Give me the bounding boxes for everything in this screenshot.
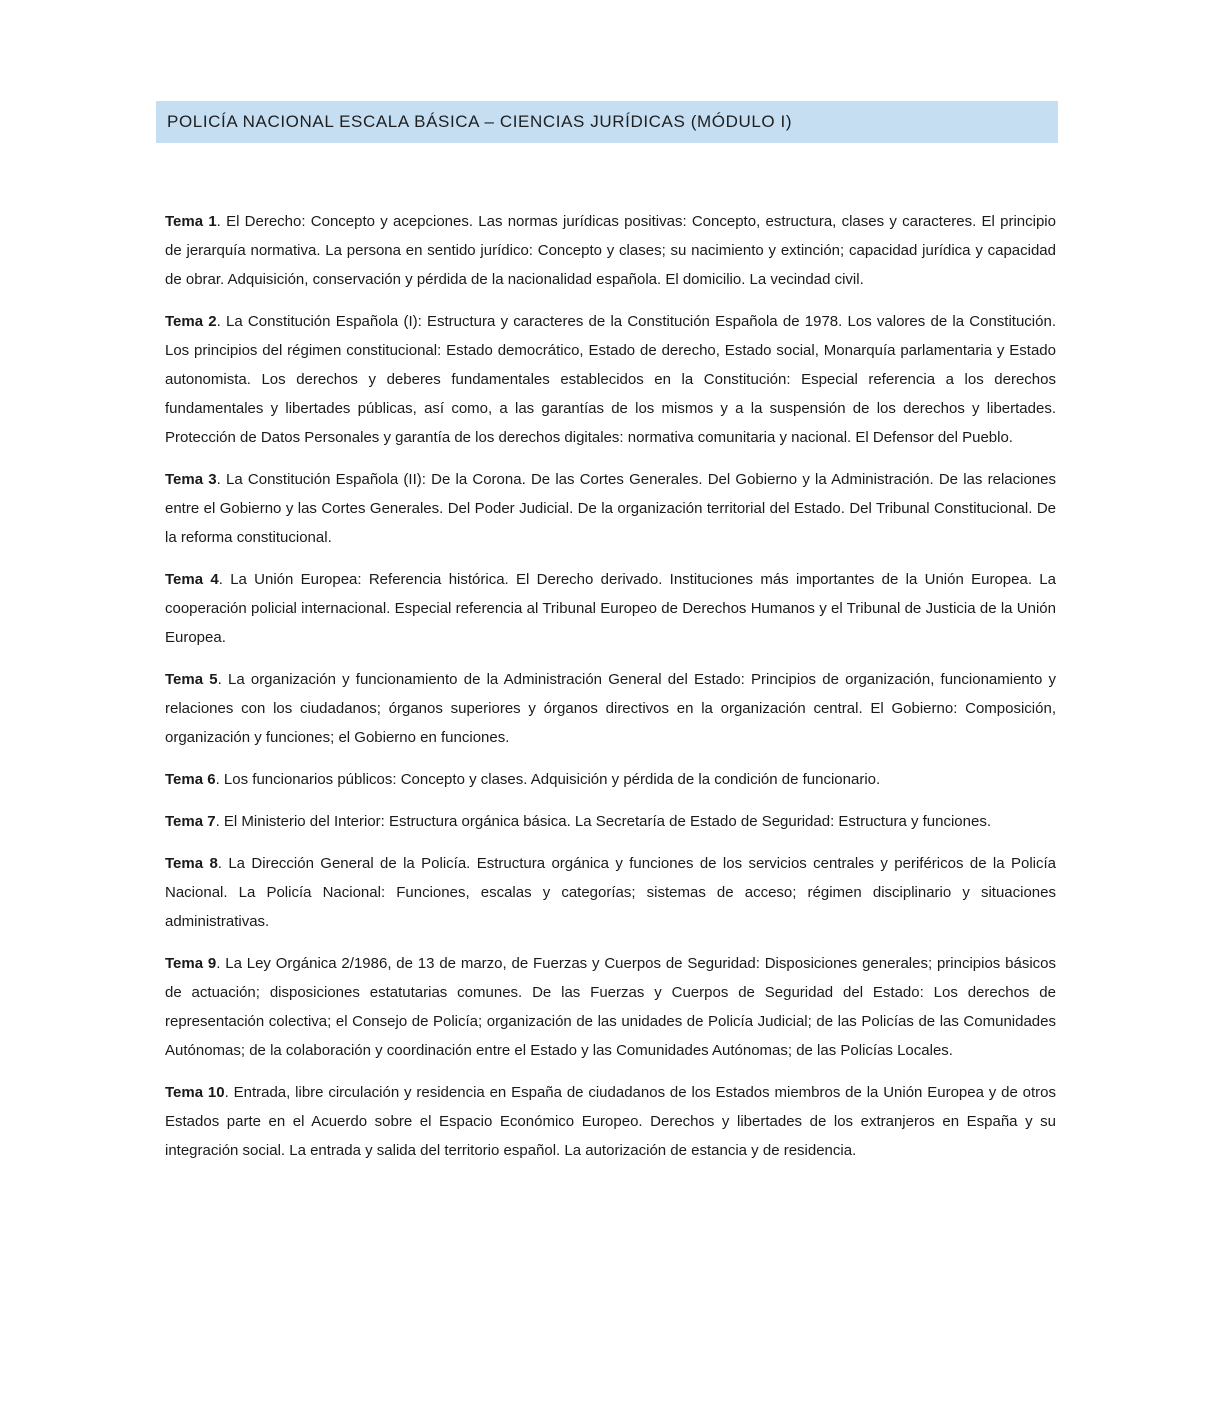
tema-label: Tema 10 [165,1084,225,1101]
tema-label: Tema 2 [165,313,217,330]
tema-text: . La Constitución Española (I): Estructura y caracteres de la Constitución Española de 1978. Los valores de la Constitución. Los principios del régimen constitucional: Estado democrático, Estado de derecho, Estado social, Monarquía parlamentaria y Estado autonomista. Los derechos y deberes fundamentales establecidos en la Constitución: Especial referencia a los derechos fundamentales y libertades públicas, así como, a las garantías de los mismos y a la suspensión de los derechos y libertades. Protección de Datos Personales y garantía de los derechos digitales: normativa comunitaria y nacional. El Defensor del Pueblo. [165,313,1056,446]
tema-text: . La organización y funcionamiento de la Administración General del Estado: Principios de organización, funcionamiento y relaciones con los ciudadanos; órganos superiores y órganos directivos en la organización central. El Gobierno: Composición, organización y funciones; el Gobierno en funciones. [165,671,1056,746]
tema-label: Tema 1 [165,213,217,230]
tema-text: . La Unión Europea: Referencia histórica. El Derecho derivado. Instituciones más importantes de la Unión Europea. La cooperación policial internacional. Especial referencia al Tribunal Europeo de Derechos Humanos y el Tribunal de Justicia de la Unión Europea. [165,571,1056,646]
tema-label: Tema 9 [165,955,217,972]
tema-text: . El Derecho: Concepto y acepciones. Las normas jurídicas positivas: Concepto, estructura, clases y caracteres. El principio de jerarquía normativa. La persona en sentido jurídico: Concepto y clases; su nacimiento y extinción; capacidad jurídica y capacidad de obrar. Adquisición, conservación y pérdida de la nacionalidad española. El domicilio. La vecindad civil. [165,213,1056,288]
syllabus-content [165,207,1056,1178]
tema-label: Tema 4 [165,571,219,588]
tema-paragraph [165,307,1056,452]
tema-paragraph [165,807,1056,836]
section-header [156,101,1058,143]
tema-paragraph [165,1078,1056,1165]
tema-paragraph [165,465,1056,552]
tema-text: . Entrada, libre circulación y residencia en España de ciudadanos de los Estados miembros de la Unión Europea y de otros Estados parte en el Acuerdo sobre el Espacio Económico Europeo. Derechos y libertades de los extranjeros en España y su integración social. La entrada y salida del territorio español. La autorización de estancia y de residencia. [165,1084,1057,1159]
tema-paragraph [165,565,1056,652]
tema-text: . Los funcionarios públicos: Concepto y clases. Adquisición y pérdida de la condición de funcionario. [215,771,881,788]
tema-label: Tema 5 [165,671,218,688]
tema-text: . La Ley Orgánica 2/1986, de 13 de marzo, de Fuerzas y Cuerpos de Seguridad: Disposiciones generales; principios básicos de actuación; disposiciones estatutarias comunes. De las Fuerzas y Cuerpos de Seguridad del Estado: Los derechos de representación colectiva; el Consejo de Policía; organización de las unidades de Policía Judicial; de las Policías de las Comunidades Autónomas; de la colaboración y coordinación entre el Estado y las Comunidades Autónomas; de las Policías Locales. [165,955,1056,1059]
tema-paragraph [165,849,1056,936]
tema-label: Tema 7 [165,813,216,830]
tema-paragraph [165,949,1056,1065]
page-title: POLICÍA NACIONAL ESCALA BÁSICA – CIENCIAS JURÍDICAS (MÓDULO I) [167,112,793,131]
tema-paragraph [165,207,1056,294]
tema-text: . La Dirección General de la Policía. Estructura orgánica y funciones de los servicios centrales y periféricos de la Policía Nacional. La Policía Nacional: Funciones, escalas y categorías; sistemas de acceso; régimen disciplinario y situaciones administrativas. [165,855,1056,930]
tema-text: . El Ministerio del Interior: Estructura orgánica básica. La Secretaría de Estado de Seguridad: Estructura y funciones. [215,813,991,830]
tema-label: Tema 3 [165,471,217,488]
tema-paragraph [165,765,1056,794]
tema-label: Tema 6 [165,771,216,788]
tema-label: Tema 8 [165,855,218,872]
tema-text: . La Constitución Española (II): De la Corona. De las Cortes Generales. Del Gobierno y la Administración. De las relaciones entre el Gobierno y las Cortes Generales. Del Poder Judicial. De la organización territorial del Estado. Del Tribunal Constitucional. De la reforma constitucional. [165,471,1056,546]
tema-paragraph [165,665,1056,752]
